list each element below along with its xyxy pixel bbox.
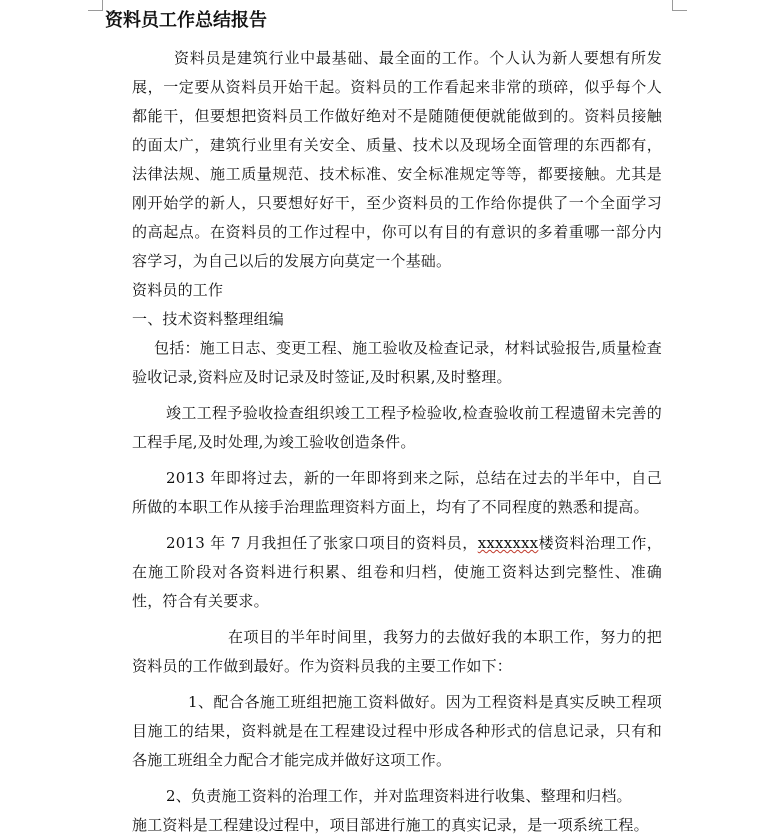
document-body [132,44,662,840]
list-item-2-continuation: 施工资料是工程建设过程中，项目部进行施工的真实记录，是一项系统工程。 [132,816,649,834]
subheading-technical-records: 一、技术资料整理组编 [132,310,285,328]
redacted-building-name: xxxxxxx [477,534,539,552]
document-title: 资料员工作总结报告 [105,10,267,31]
paragraph-half-year: 在项目的半年时间里，我努力的去做好我的本职工作，努力的把资料员的工作做到最好。作为资料员我的主要工作如下： [132,628,662,675]
july-text-start: 2013 年 7 月我担任了张家口项目的资料员， [166,534,478,552]
list-item-2: 2、负责施工资料的治理工作，并对监理资料进行收集、整理和归档。 [166,787,632,805]
paragraph-completion: 竣工工程予验收捡查组织竣工工程予检验收,检查验收前工程遗留未完善的工程手尾,及时处理,为竣工验收创造条件。 [132,404,662,451]
list-item-1: 1、配合各施工班组把施工资料做好。因为工程资料是真实反映工程项目施工的结果，资料就是在工程建设过程中形成各种形式的信息记录，只有和各施工班组全力配合才能完成并做好这项工作。 [132,693,662,769]
paragraph-2013-summary: 2013 年即将过去，新的一年即将到来之际，总结在过去的半年中，自己所做的本职工作从接手治理监理资料方面上，均有了不同程度的熟悉和提高。 [132,469,662,516]
page-corner-mark-right [672,0,687,11]
page-corner-mark-left [88,0,103,11]
paragraph-intro: 资料员是建筑行业中最基础、最全面的工作。个人认为新人要想有所发展，一定要从资料员开始干起。资料员的工作看起来非常的琐碎，似乎每个人都能干，但要想把资料员工作做好绝对不是随随便便就能做到的。资料员接触的面太广，建筑行业里有关安全、质量、技术以及现场全面管理的东西都有，法律法规、施工质量规范、技术标准、安全标准规定等等，都要接触。尤其是刚开始学的新人，只要想好好干，至少资料员的工作给你提供了一个全面学习的高起点。在资料员的工作过程中，你可以有目的有意识的多着重哪一部分内容学习，为自己以后的发展方向莫定一个基础。 [132,49,662,270]
paragraph-includes: 包括：施工日志、变更工程、施工验收及检查记录，材料试验报告,质量检查验收记录,资料应及时记录及时签证,及时积累,及时整理。 [132,339,662,386]
paragraph-july-assignment [132,529,662,616]
july-text-end: 楼资料治理工作，在施工阶段对各资料进行积累、组卷和归档，使施工资料达到完整性、准确性，符合有关要求。 [132,534,663,610]
section-heading: 资料员的工作 [132,281,224,299]
